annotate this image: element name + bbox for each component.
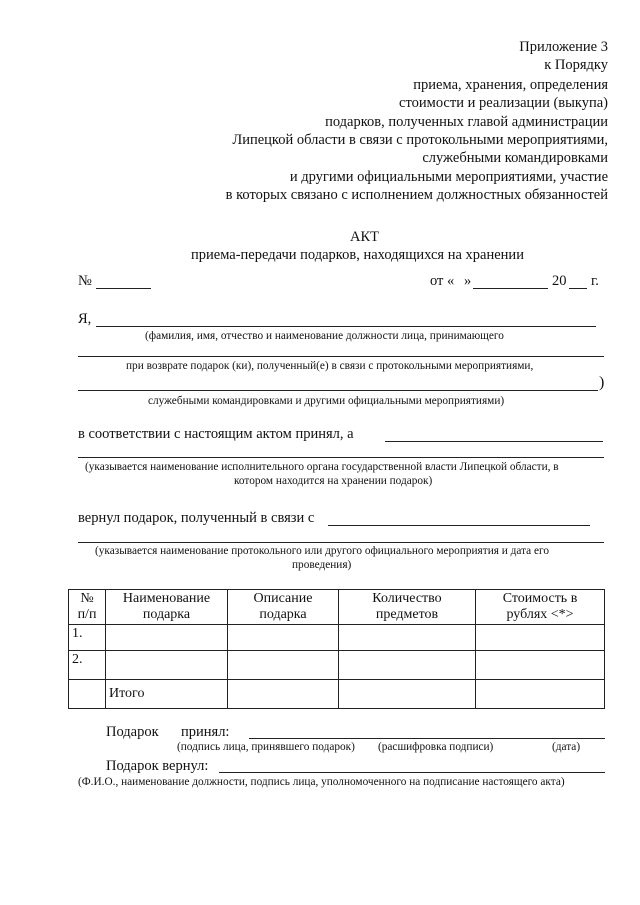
hint-organ-1: (указывается наименование исполнительного органа государственной власти Липецкой области, в [85,461,559,473]
hint-event-2: проведения) [292,559,352,571]
col-header-cost: Стоимость в рублях <*> [476,590,605,625]
hint-event-1: (указывается наименование протокольного или другого официального мероприятия и дата его [95,545,550,557]
table-cell[interactable] [228,651,339,680]
hint-events: служебными командировками и другими официальными мероприятиями) [148,395,505,407]
table-cell[interactable] [339,625,476,651]
returned-signature-field[interactable] [219,772,605,773]
table-cell[interactable] [339,680,476,709]
number-label: № [78,273,92,289]
table-cell[interactable] [106,651,228,680]
table-cell[interactable] [106,625,228,651]
table-cell[interactable] [228,625,339,651]
table-cell[interactable] [476,680,605,709]
table-cell [69,680,106,709]
table-cell[interactable] [476,651,605,680]
number-field[interactable] [96,288,151,289]
col-header-name: Наименование подарка [106,590,228,625]
header-line: к Порядку [544,57,608,73]
hint-organ-2: котором находится на хранении подарок) [234,475,433,487]
header-line: служебными командировками [422,150,608,166]
accepted-sign-label-2: принял: [181,724,230,740]
hint-return: при возврате подарок (ки), полученный(е) в связи с протокольными мероприятиями, [126,360,534,372]
header-line: Липецкой области в связи с протокольными мероприятиями, [232,132,608,148]
table-header-row [69,590,605,625]
table-cell: 2. [69,651,106,680]
table-cell[interactable] [339,651,476,680]
ya-label: Я, [78,311,92,327]
table-row [69,651,605,680]
date-month-field[interactable] [473,288,548,289]
act-title: АКТ [350,229,379,245]
organ-field-2[interactable] [78,457,604,458]
header-line: в которых связано с исполнением должностных обязанностей [225,187,608,203]
receiver-field-3[interactable] [78,390,598,391]
date-from-label: от « [430,273,455,289]
returned-sign-label: Подарок вернул: [106,758,209,774]
table-cell-total-label: Итого [106,680,228,709]
event-field[interactable] [328,525,590,526]
receiver-field-2[interactable] [78,356,604,357]
col-header-quantity: Количество предметов [339,590,476,625]
act-subtitle: приема-передачи подарков, находящихся на хранении [191,247,524,263]
hint-accepted-date: (дата) [552,741,581,753]
returned-label: вернул подарок, полученный в связи с [78,510,315,526]
hint-accepted-signature: (подпись лица, принявшего подарок) [177,741,355,753]
year-suffix: г. [591,273,599,289]
col-header-number: № п/п [69,590,106,625]
hint-receiver: (фамилия, имя, отчество и наименование должности лица, принимающего [145,330,504,342]
header-line: стоимости и реализации (выкупа) [399,95,608,111]
header-line: приема, хранения, определения [413,77,608,93]
year-prefix: 20 [552,273,567,289]
closing-paren: ) [599,374,605,391]
date-quote-close: » [464,273,472,289]
header-line: и другими официальными мероприятиями, участие [289,169,608,185]
table-cell: 1. [69,625,106,651]
col-header-description: Описание подарка [228,590,339,625]
table-cell[interactable] [228,680,339,709]
accepted-signature-field[interactable] [249,738,605,739]
header-line: Приложение 3 [519,39,608,55]
receiver-name-field[interactable] [96,326,596,327]
header-line: подарков, полученных главой администрации [325,114,608,130]
gifts-table [68,589,605,709]
organ-field[interactable] [385,441,603,442]
year-field[interactable] [569,288,587,289]
table-cell[interactable] [476,625,605,651]
hint-returned-signature: (Ф.И.О., наименование должности, подпись лица, уполномоченного на подписание настоящего акта) [78,776,565,788]
accepted-label: в соответствии с настоящим актом принял, а [78,426,354,442]
table-row [69,625,605,651]
hint-accepted-decoding: (расшифровка подписи) [378,741,494,753]
table-total-row [69,680,605,709]
event-field-2[interactable] [78,542,604,543]
accepted-sign-label-1: Подарок [106,724,159,740]
